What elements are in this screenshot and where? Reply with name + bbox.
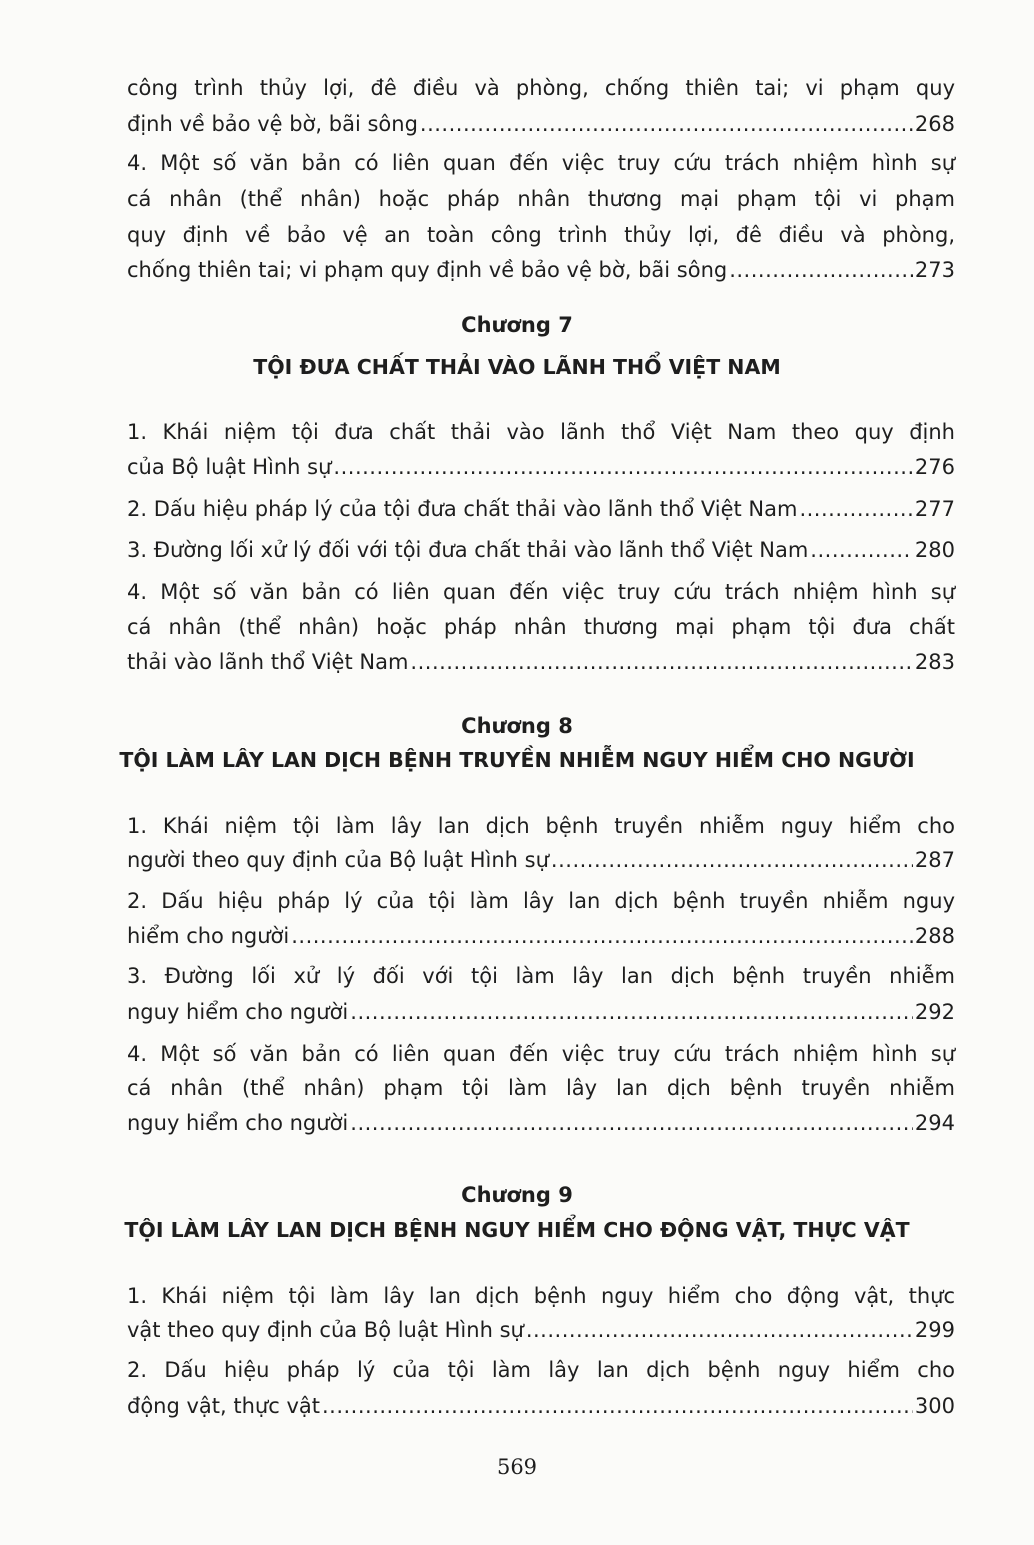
toc-entry-line: cá nhân (thể nhân) phạm tội làm lây lan dịch bệnh truyền nhiễm (127, 1076, 955, 1100)
toc-entry-last-line (127, 846, 955, 874)
toc-entry-last-line (127, 922, 955, 950)
toc-entry-line: 3. Đường lối xử lý đối với tội làm lây lan dịch bệnh truyền nhiễm (127, 964, 955, 988)
toc-entry-last-line (127, 998, 955, 1026)
toc-entry-text: người theo quy định của Bộ luật Hình sự (127, 848, 549, 872)
toc-page-number: 299 (914, 1318, 955, 1342)
dot-leader (410, 648, 912, 676)
toc-page-number: 287 (914, 848, 955, 872)
toc-page-number: 268 (914, 112, 955, 136)
toc-entry-line: 2. Dấu hiệu pháp lý của tội làm lây lan dịch bệnh nguy hiểm cho (127, 1358, 955, 1382)
toc-page-number: 277 (914, 497, 955, 521)
toc-page-number: 283 (914, 650, 955, 674)
toc-entry-text: hiểm cho người (127, 924, 290, 948)
toc-page-number: 300 (914, 1394, 955, 1418)
toc-entry-line: 1. Khái niệm tội đưa chất thải vào lãnh thổ Việt Nam theo quy định (127, 420, 955, 444)
toc-entry-last-line (127, 1316, 955, 1344)
toc-entry-text: thải vào lãnh thổ Việt Nam (127, 650, 409, 674)
dot-leader (350, 998, 913, 1026)
toc-page-number: 276 (914, 455, 955, 479)
toc-page-number: 280 (914, 538, 955, 562)
toc-entry-last-line (127, 256, 955, 284)
chapter-title: TỘI LÀM LÂY LAN DỊCH BỆNH TRUYỀN NHIỄM NGUY HIỂM CHO NGƯỜI (119, 748, 915, 772)
dot-leader (420, 110, 913, 138)
toc-entry-line: 4. Một số văn bản có liên quan đến việc truy cứu trách nhiệm hình sự (127, 151, 955, 175)
toc-entry-line: 4. Một số văn bản có liên quan đến việc truy cứu trách nhiệm hình sự (127, 580, 955, 604)
toc-entry-line: quy định về bảo vệ an toàn công trình thủy lợi, đê điều và phòng, (127, 223, 955, 247)
toc-entry-line: 4. Một số văn bản có liên quan đến việc truy cứu trách nhiệm hình sự (127, 1042, 955, 1066)
dot-leader (333, 453, 912, 481)
toc-entry-text: chống thiên tai; vi phạm quy định về bảo vệ bờ, bãi sông (127, 258, 728, 282)
dot-leader (291, 922, 913, 950)
toc-entry-last-line (127, 648, 955, 676)
toc-entry-text: định về bảo vệ bờ, bãi sông (127, 112, 418, 136)
toc-page-number: 288 (914, 924, 955, 948)
toc-entry-text: 2. Dấu hiệu pháp lý của tội đưa chất thải vào lãnh thổ Việt Nam (127, 497, 798, 521)
toc-entry-last-line (127, 110, 955, 138)
chapter-title: TỘI ĐƯA CHẤT THẢI VÀO LÃNH THỔ VIỆT NAM (253, 355, 781, 379)
toc-entry-line: 2. Dấu hiệu pháp lý của tội làm lây lan dịch bệnh truyền nhiễm nguy (127, 889, 955, 913)
dot-leader (799, 495, 912, 523)
toc-entry-text: của Bộ luật Hình sự (127, 455, 332, 479)
toc-entry-last-line (127, 495, 955, 523)
dot-leader (729, 256, 913, 284)
chapter-label: Chương 8 (461, 714, 573, 738)
toc-entry-line: cá nhân (thể nhân) hoặc pháp nhân thương mại phạm tội đưa chất (127, 615, 955, 639)
toc-entry-text: vật theo quy định của Bộ luật Hình sự (127, 1318, 524, 1342)
toc-entry-text: động vật, thực vật (127, 1394, 320, 1418)
page-number: 569 (496, 1455, 538, 1479)
toc-page-number: 292 (914, 1000, 955, 1024)
toc-page-number: 294 (914, 1111, 955, 1135)
dot-leader (322, 1392, 913, 1420)
dot-leader (810, 536, 913, 564)
chapter-title: TỘI LÀM LÂY LAN DỊCH BỆNH NGUY HIỂM CHO ĐỘNG VẬT, THỰC VẬT (124, 1218, 910, 1242)
dot-leader (526, 1316, 913, 1344)
toc-entry-last-line (127, 453, 955, 481)
toc-entry-last-line (127, 1392, 955, 1420)
toc-entry-last-line (127, 1109, 955, 1137)
toc-entry-text: nguy hiểm cho người (127, 1111, 349, 1135)
toc-entry-line: cá nhân (thể nhân) hoặc pháp nhân thương mại phạm tội vi phạm (127, 187, 955, 211)
toc-entry-line: 1. Khái niệm tội làm lây lan dịch bệnh truyền nhiễm nguy hiểm cho (127, 814, 955, 838)
dot-leader (551, 846, 913, 874)
toc-page-number: 273 (914, 258, 955, 282)
toc-entry-last-line (127, 536, 955, 564)
toc-entry-line: 1. Khái niệm tội làm lây lan dịch bệnh nguy hiểm cho động vật, thực (127, 1284, 955, 1308)
toc-entry-text: nguy hiểm cho người (127, 1000, 349, 1024)
chapter-label: Chương 9 (461, 1183, 573, 1207)
toc-entry-text: 3. Đường lối xử lý đối với tội đưa chất thải vào lãnh thổ Việt Nam (127, 538, 809, 562)
toc-entry-line: công trình thủy lợi, đê điều và phòng, chống thiên tai; vi phạm quy (127, 76, 955, 100)
chapter-label: Chương 7 (461, 313, 573, 337)
dot-leader (350, 1109, 913, 1137)
